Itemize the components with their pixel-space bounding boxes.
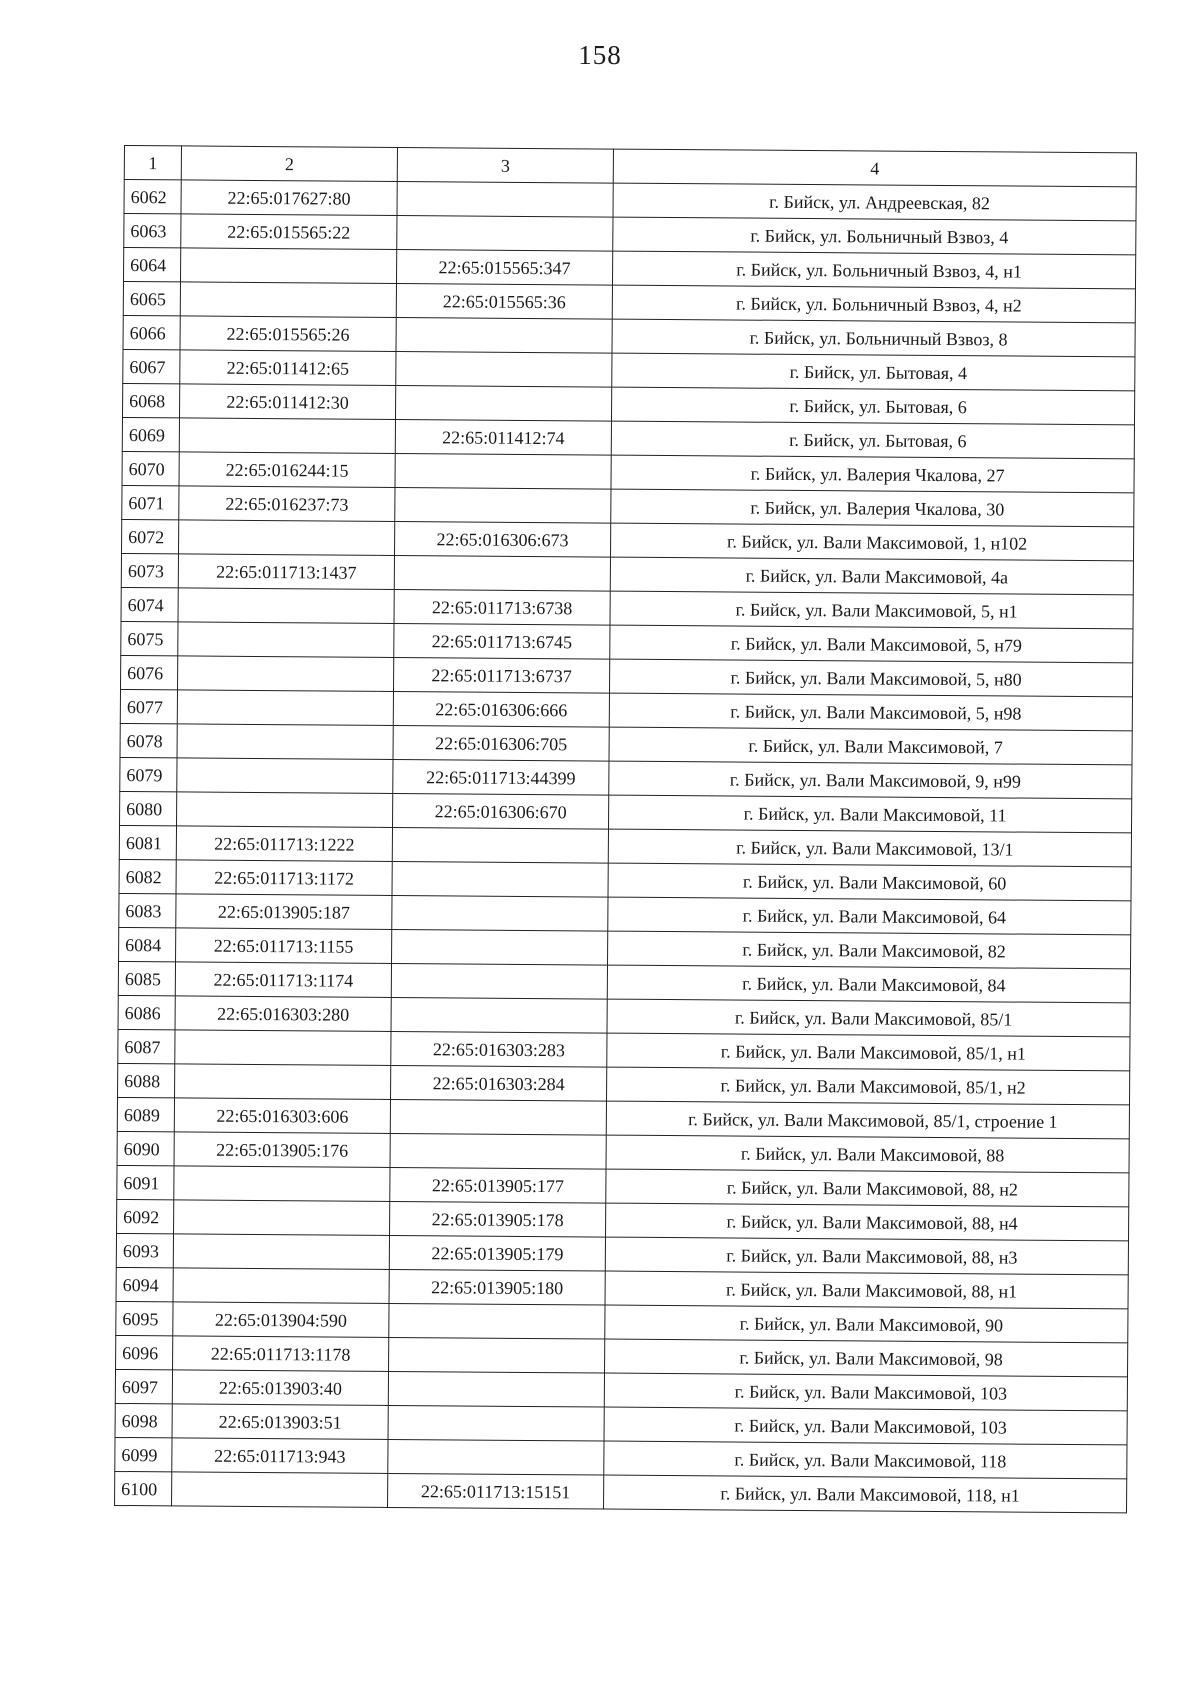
premises-cadastral-cell: 22:65:015565:36	[396, 284, 612, 320]
premises-cadastral-cell: 22:65:016306:673	[394, 521, 610, 557]
address-cell: г. Бийск, ул. Вали Максимовой, 88, н3	[605, 1237, 1128, 1275]
cadastral-number-cell: 22:65:013904:590	[173, 1302, 389, 1338]
address-cell: г. Бийск, ул. Бытовая, 6	[611, 421, 1134, 459]
cadastral-number-cell: 22:65:016303:606	[174, 1098, 390, 1134]
address-cell: г. Бийск, ул. Вали Максимовой, 88, н2	[606, 1169, 1129, 1207]
cadastral-number-cell: 22:65:015565:22	[181, 214, 397, 250]
address-cell: г. Бийск, ул. Больничный Взвоз, 8	[612, 319, 1135, 357]
premises-cadastral-cell: 22:65:016306:670	[393, 793, 609, 829]
address-cell: г. Бийск, ул. Вали Максимовой, 64	[608, 897, 1131, 935]
cadastral-number-cell	[178, 622, 394, 658]
premises-cadastral-cell	[396, 318, 612, 354]
row-number-cell: 6070	[122, 451, 179, 485]
address-cell: г. Бийск, ул. Бытовая, 4	[612, 353, 1135, 391]
row-number-cell: 6075	[121, 621, 178, 655]
row-number-cell: 6079	[120, 757, 177, 791]
column-header-2: 2	[181, 146, 397, 182]
row-number-cell: 6100	[115, 1471, 172, 1505]
address-cell: г. Бийск, ул. Вали Максимовой, 85/1, н2	[607, 1067, 1130, 1105]
address-cell: г. Бийск, ул. Вали Максимовой, 11	[608, 795, 1131, 833]
address-cell: г. Бийск, ул. Вали Максимовой, 4а	[610, 557, 1133, 595]
row-number-cell: 6066	[123, 315, 180, 349]
address-cell: г. Бийск, ул. Вали Максимовой, 118	[604, 1441, 1127, 1479]
row-number-cell: 6078	[120, 723, 177, 757]
cadastral-number-cell: 22:65:011713:1174	[175, 962, 391, 998]
row-number-cell: 6092	[117, 1199, 174, 1233]
cadastral-number-cell: 22:65:016303:280	[175, 996, 391, 1032]
premises-cadastral-cell	[390, 1133, 606, 1169]
cadastral-number-cell: 22:65:011713:1222	[176, 826, 392, 862]
address-cell: г. Бийск, ул. Вали Максимовой, 88, н4	[606, 1203, 1129, 1241]
row-number-cell: 6098	[115, 1403, 172, 1437]
cadastral-number-cell: 22:65:011412:65	[180, 350, 396, 386]
registry-table	[114, 145, 1137, 1513]
address-cell: г. Бийск, ул. Вали Максимовой, 9, н99	[609, 761, 1132, 799]
row-number-cell: 6091	[117, 1165, 174, 1199]
address-cell: г. Бийск, ул. Вали Максимовой, 85/1, строение 1	[606, 1101, 1129, 1139]
table-body	[115, 180, 1137, 1513]
address-cell: г. Бийск, ул. Вали Максимовой, 60	[608, 863, 1131, 901]
address-cell: г. Бийск, ул. Вали Максимовой, 1, н102	[610, 523, 1133, 561]
row-number-cell: 6068	[123, 383, 180, 417]
row-number-cell: 6076	[121, 655, 178, 689]
row-number-cell: 6085	[118, 961, 175, 995]
column-header-4: 4	[613, 149, 1136, 187]
cadastral-number-cell	[173, 1268, 389, 1304]
cadastral-number-cell: 22:65:015565:26	[180, 316, 396, 352]
row-number-cell: 6071	[122, 485, 179, 519]
cadastral-number-cell: 22:65:017627:80	[181, 180, 397, 216]
address-cell: г. Бийск, ул. Андреевская, 82	[613, 183, 1136, 221]
premises-cadastral-cell	[390, 1099, 606, 1135]
premises-cadastral-cell	[392, 827, 608, 863]
premises-cadastral-cell	[389, 1337, 605, 1373]
row-number-cell: 6086	[118, 995, 175, 1029]
cadastral-number-cell: 22:65:016237:73	[179, 486, 395, 522]
cadastral-number-cell: 22:65:013903:40	[172, 1370, 388, 1406]
cadastral-number-cell: 22:65:011713:1155	[176, 928, 392, 964]
premises-cadastral-cell: 22:65:011713:6745	[394, 623, 610, 659]
address-cell: г. Бийск, ул. Больничный Взвоз, 4, н2	[612, 285, 1135, 323]
premises-cadastral-cell	[395, 487, 611, 523]
address-cell: г. Бийск, ул. Вали Максимовой, 5, н98	[609, 693, 1132, 731]
cadastral-number-cell	[180, 282, 396, 318]
row-number-cell: 6081	[119, 825, 176, 859]
premises-cadastral-cell	[388, 1405, 604, 1441]
row-number-cell: 6064	[123, 248, 180, 282]
cadastral-number-cell	[174, 1166, 390, 1202]
cadastral-number-cell	[174, 1200, 390, 1236]
premises-cadastral-cell: 22:65:013905:179	[389, 1235, 605, 1271]
row-number-cell: 6093	[116, 1233, 173, 1267]
cadastral-number-cell: 22:65:013905:176	[174, 1132, 390, 1168]
column-header-1: 1	[124, 146, 181, 180]
address-cell: г. Бийск, ул. Вали Максимовой, 7	[609, 727, 1132, 765]
cadastral-number-cell	[179, 418, 395, 454]
address-cell: г. Бийск, ул. Валерия Чкалова, 27	[611, 455, 1134, 493]
cadastral-number-cell	[177, 758, 393, 794]
address-cell: г. Бийск, ул. Валерия Чкалова, 30	[611, 489, 1134, 527]
row-number-cell: 6063	[124, 214, 181, 248]
premises-cadastral-cell	[389, 1303, 605, 1339]
premises-cadastral-cell: 22:65:013905:177	[390, 1167, 606, 1203]
page-number: 158	[578, 40, 622, 70]
cadastral-number-cell	[172, 1472, 388, 1508]
cadastral-number-cell	[178, 588, 394, 624]
address-cell: г. Бийск, ул. Больничный Взвоз, 4, н1	[612, 251, 1135, 289]
premises-cadastral-cell: 22:65:016306:705	[393, 725, 609, 761]
address-cell: г. Бийск, ул. Вали Максимовой, 85/1, н1	[607, 1033, 1130, 1071]
row-number-cell: 6082	[119, 859, 176, 893]
premises-cadastral-cell: 22:65:011713:15151	[388, 1473, 604, 1509]
row-number-cell: 6097	[115, 1369, 172, 1403]
address-cell: г. Бийск, ул. Вали Максимовой, 88	[606, 1135, 1129, 1173]
cadastral-number-cell	[177, 792, 393, 828]
address-cell: г. Бийск, ул. Вали Максимовой, 84	[607, 965, 1130, 1003]
premises-cadastral-cell	[395, 385, 611, 421]
cadastral-number-cell	[175, 1030, 391, 1066]
premises-cadastral-cell	[388, 1439, 604, 1475]
address-cell: г. Бийск, ул. Вали Максимовой, 5, н79	[610, 625, 1133, 663]
column-header-3: 3	[397, 148, 613, 184]
premises-cadastral-cell: 22:65:011713:6738	[394, 589, 610, 625]
row-number-cell: 6094	[116, 1267, 173, 1301]
row-number-cell: 6083	[119, 893, 176, 927]
row-number-cell: 6067	[123, 349, 180, 383]
premises-cadastral-cell: 22:65:011713:44399	[393, 759, 609, 795]
cadastral-number-cell: 22:65:011412:30	[180, 384, 396, 420]
row-number-cell: 6074	[121, 587, 178, 621]
premises-cadastral-cell	[395, 453, 611, 489]
address-cell: г. Бийск, ул. Бытовая, 6	[611, 387, 1134, 425]
row-number-cell: 6088	[118, 1063, 175, 1097]
premises-cadastral-cell: 22:65:016306:666	[393, 691, 609, 727]
premises-cadastral-cell	[397, 216, 613, 252]
premises-cadastral-cell: 22:65:016303:283	[391, 1031, 607, 1067]
address-cell: г. Бийск, ул. Больничный Взвоз, 4	[613, 217, 1136, 255]
row-number-cell: 6077	[120, 689, 177, 723]
premises-cadastral-cell	[391, 997, 607, 1033]
cadastral-number-cell	[179, 520, 395, 556]
row-number-cell: 6096	[116, 1335, 173, 1369]
premises-cadastral-cell: 22:65:013905:178	[390, 1201, 606, 1237]
cadastral-number-cell: 22:65:011713:1178	[173, 1336, 389, 1372]
cadastral-number-cell: 22:65:011713:1437	[178, 554, 394, 590]
address-cell: г. Бийск, ул. Вали Максимовой, 103	[604, 1373, 1127, 1411]
address-cell: г. Бийск, ул. Вали Максимовой, 90	[605, 1305, 1128, 1343]
row-number-cell: 6084	[119, 927, 176, 961]
premises-cadastral-cell	[396, 351, 612, 387]
address-cell: г. Бийск, ул. Вали Максимовой, 82	[608, 931, 1131, 969]
row-number-cell: 6065	[123, 282, 180, 316]
premises-cadastral-cell	[392, 895, 608, 931]
premises-cadastral-cell	[391, 963, 607, 999]
cadastral-number-cell	[178, 656, 394, 692]
cadastral-number-cell	[177, 724, 393, 760]
premises-cadastral-cell	[392, 861, 608, 897]
address-cell: г. Бийск, ул. Вали Максимовой, 98	[605, 1339, 1128, 1377]
premises-cadastral-cell: 22:65:011713:6737	[394, 657, 610, 693]
premises-cadastral-cell: 22:65:016303:284	[391, 1065, 607, 1101]
cadastral-number-cell	[177, 690, 393, 726]
cadastral-number-cell	[175, 1064, 391, 1100]
row-number-cell: 6095	[116, 1301, 173, 1335]
cadastral-number-cell	[173, 1234, 389, 1270]
row-number-cell: 6072	[122, 519, 179, 553]
row-number-cell: 6089	[117, 1097, 174, 1131]
premises-cadastral-cell	[394, 555, 610, 591]
address-cell: г. Бийск, ул. Вали Максимовой, 103	[604, 1407, 1127, 1445]
address-cell: г. Бийск, ул. Вали Максимовой, 88, н1	[605, 1271, 1128, 1309]
premises-cadastral-cell: 22:65:011412:74	[395, 419, 611, 455]
premises-cadastral-cell	[388, 1371, 604, 1407]
row-number-cell: 6062	[124, 180, 181, 214]
table-row	[115, 1471, 1127, 1512]
cadastral-number-cell: 22:65:013905:187	[176, 894, 392, 930]
cadastral-number-cell: 22:65:011713:1172	[176, 860, 392, 896]
premises-cadastral-cell	[397, 182, 613, 218]
address-cell: г. Бийск, ул. Вали Максимовой, 85/1	[607, 999, 1130, 1037]
address-cell: г. Бийск, ул. Вали Максимовой, 118, н1	[604, 1475, 1127, 1513]
cadastral-number-cell: 22:65:013903:51	[172, 1404, 388, 1440]
address-cell: г. Бийск, ул. Вали Максимовой, 5, н80	[609, 659, 1132, 697]
row-number-cell: 6090	[117, 1131, 174, 1165]
cadastral-number-cell: 22:65:011713:943	[172, 1438, 388, 1474]
row-number-cell: 6080	[120, 791, 177, 825]
address-cell: г. Бийск, ул. Вали Максимовой, 5, н1	[610, 591, 1133, 629]
row-number-cell: 6087	[118, 1029, 175, 1063]
premises-cadastral-cell: 22:65:015565:347	[396, 250, 612, 286]
address-cell: г. Бийск, ул. Вали Максимовой, 13/1	[608, 829, 1131, 867]
row-number-cell: 6073	[121, 553, 178, 587]
row-number-cell: 6069	[122, 417, 179, 451]
cadastral-number-cell: 22:65:016244:15	[179, 452, 395, 488]
premises-cadastral-cell	[392, 929, 608, 965]
premises-cadastral-cell: 22:65:013905:180	[389, 1269, 605, 1305]
row-number-cell: 6099	[115, 1437, 172, 1471]
cadastral-number-cell	[180, 248, 396, 284]
